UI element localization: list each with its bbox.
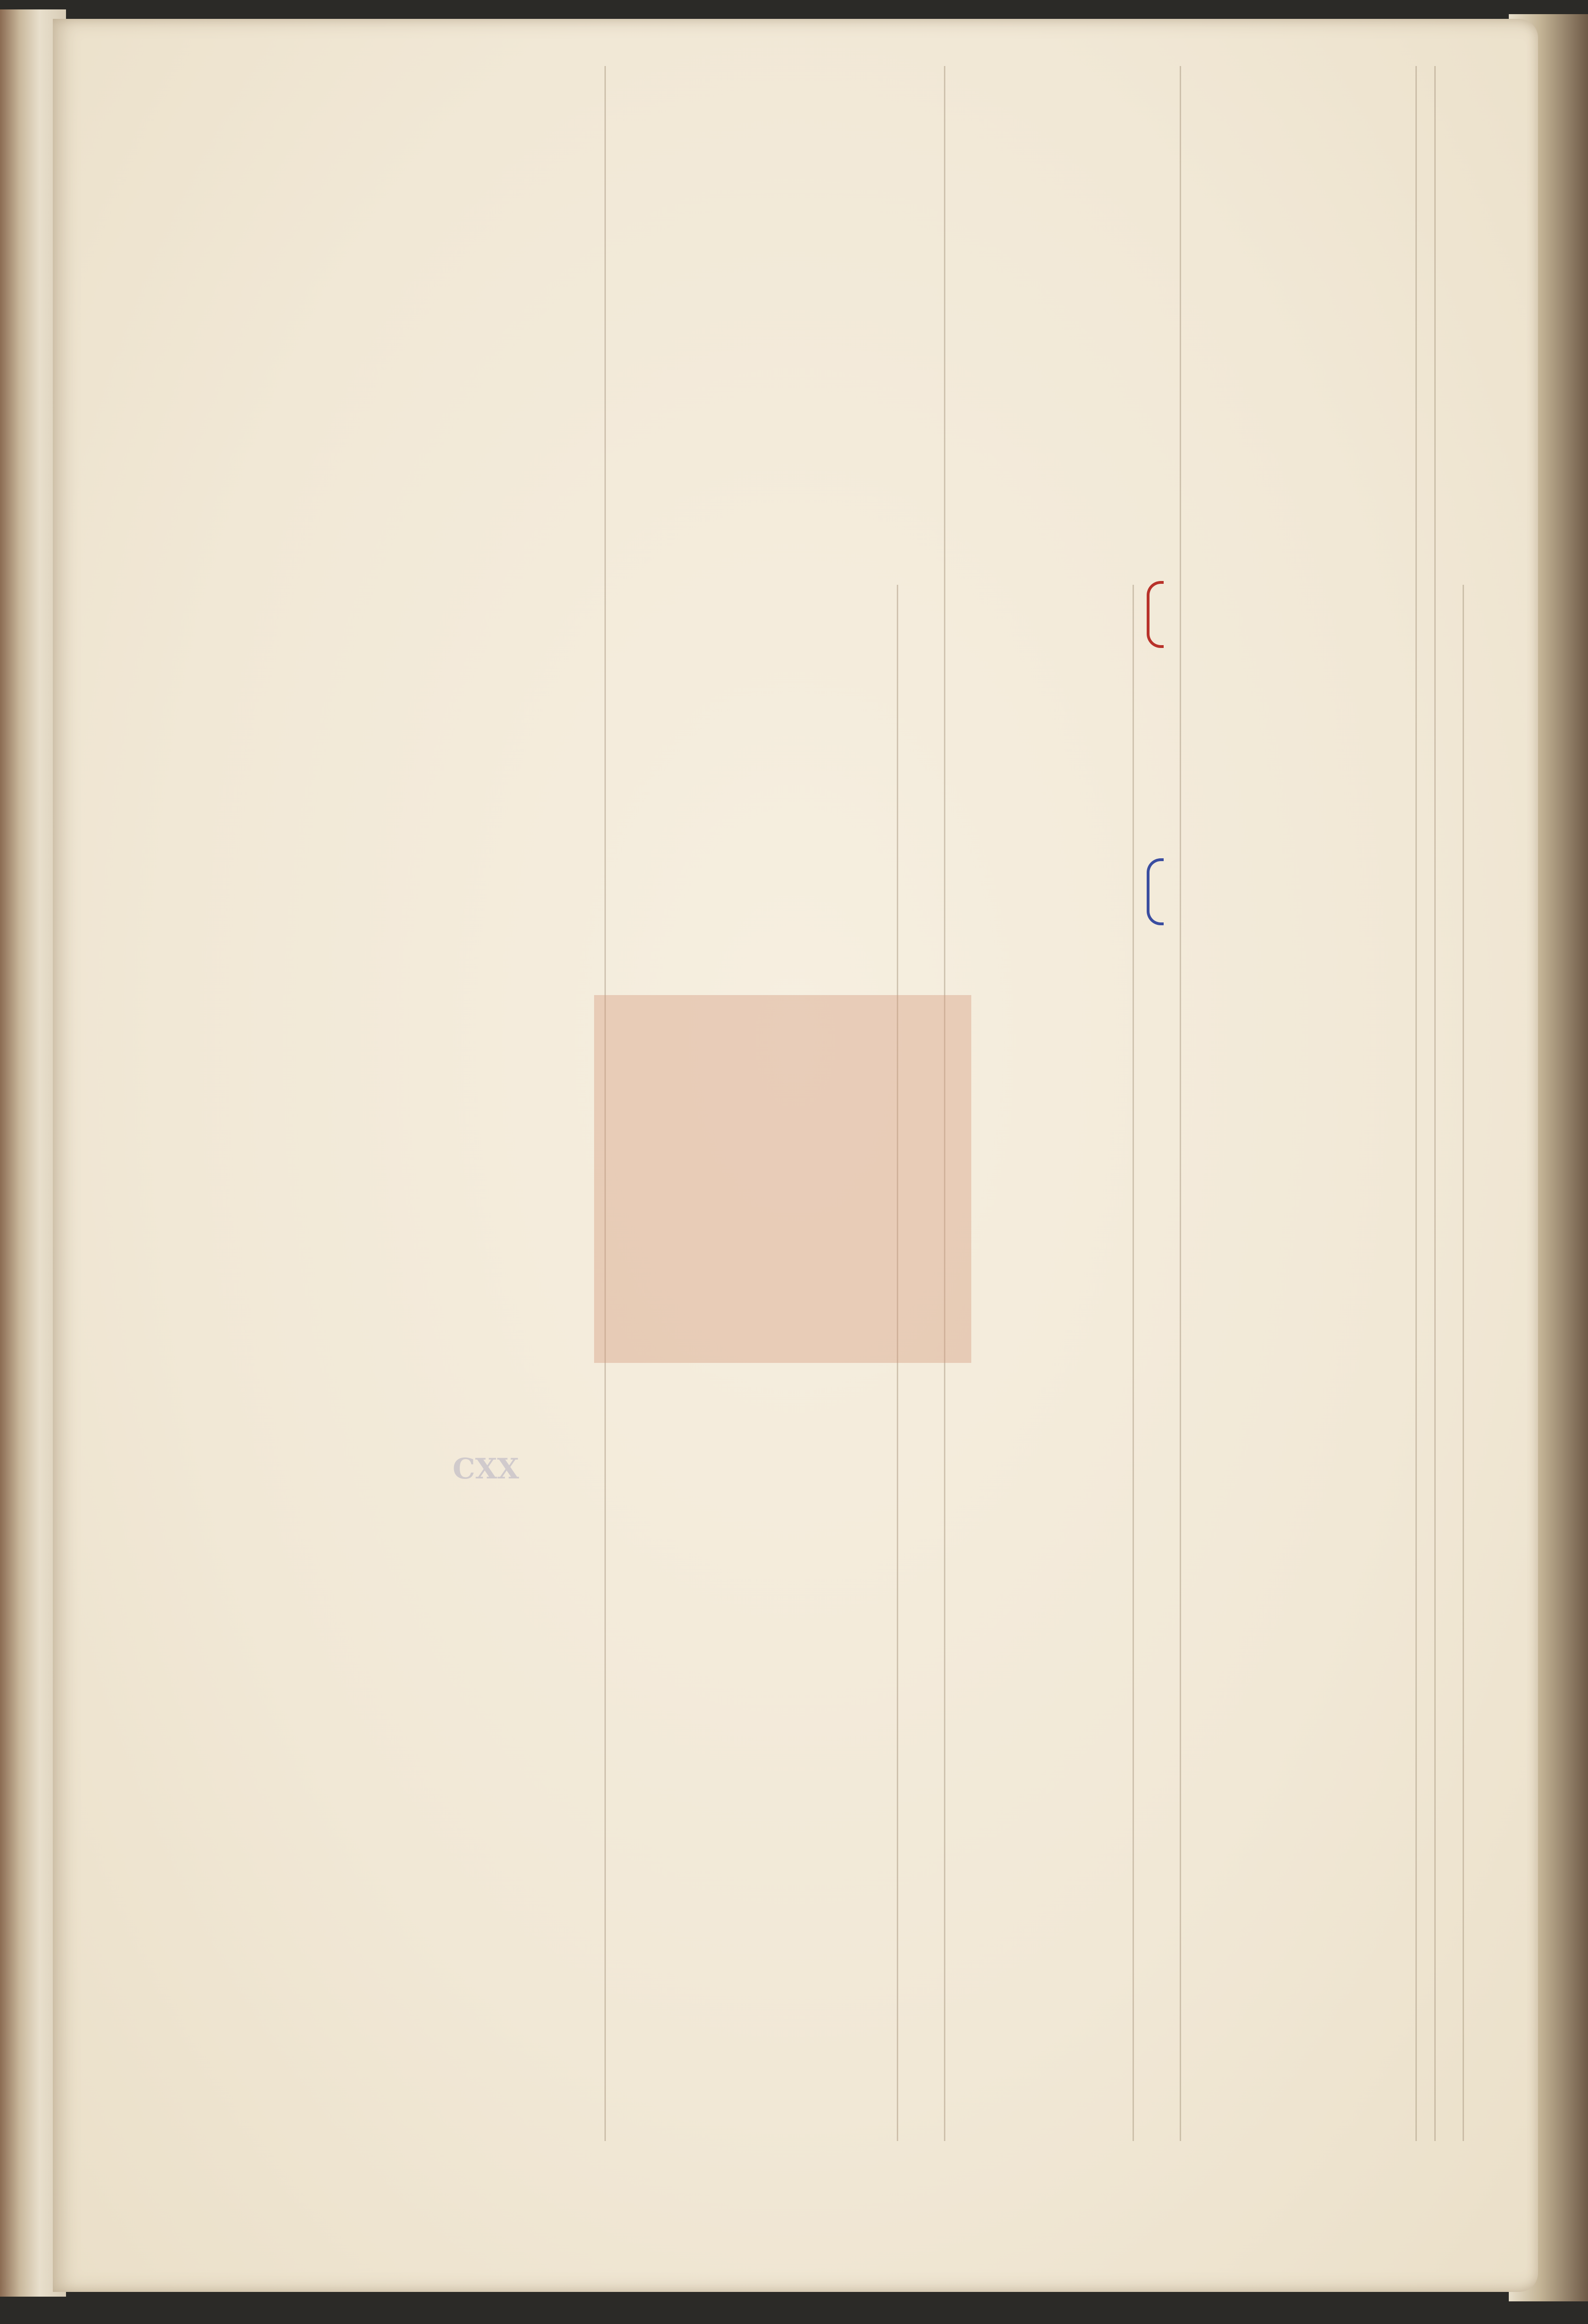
photo-highlight-overlay: [594, 995, 971, 1363]
bottom-calibration-bar: [0, 2301, 1588, 2324]
ruling-line: [897, 585, 898, 2141]
red-initial-bracket: [1147, 581, 1164, 648]
ruling-line: [1415, 66, 1417, 2141]
faint-offset-mark: CXX: [453, 1452, 519, 1486]
color-calibration-bar: [292, 0, 1452, 19]
ruling-line: [1434, 66, 1436, 2141]
ruling-line: [1463, 585, 1464, 2141]
blue-initial-bracket: [1147, 858, 1164, 925]
ruling-line: [1180, 66, 1181, 2141]
ruling-line: [1133, 585, 1134, 2141]
